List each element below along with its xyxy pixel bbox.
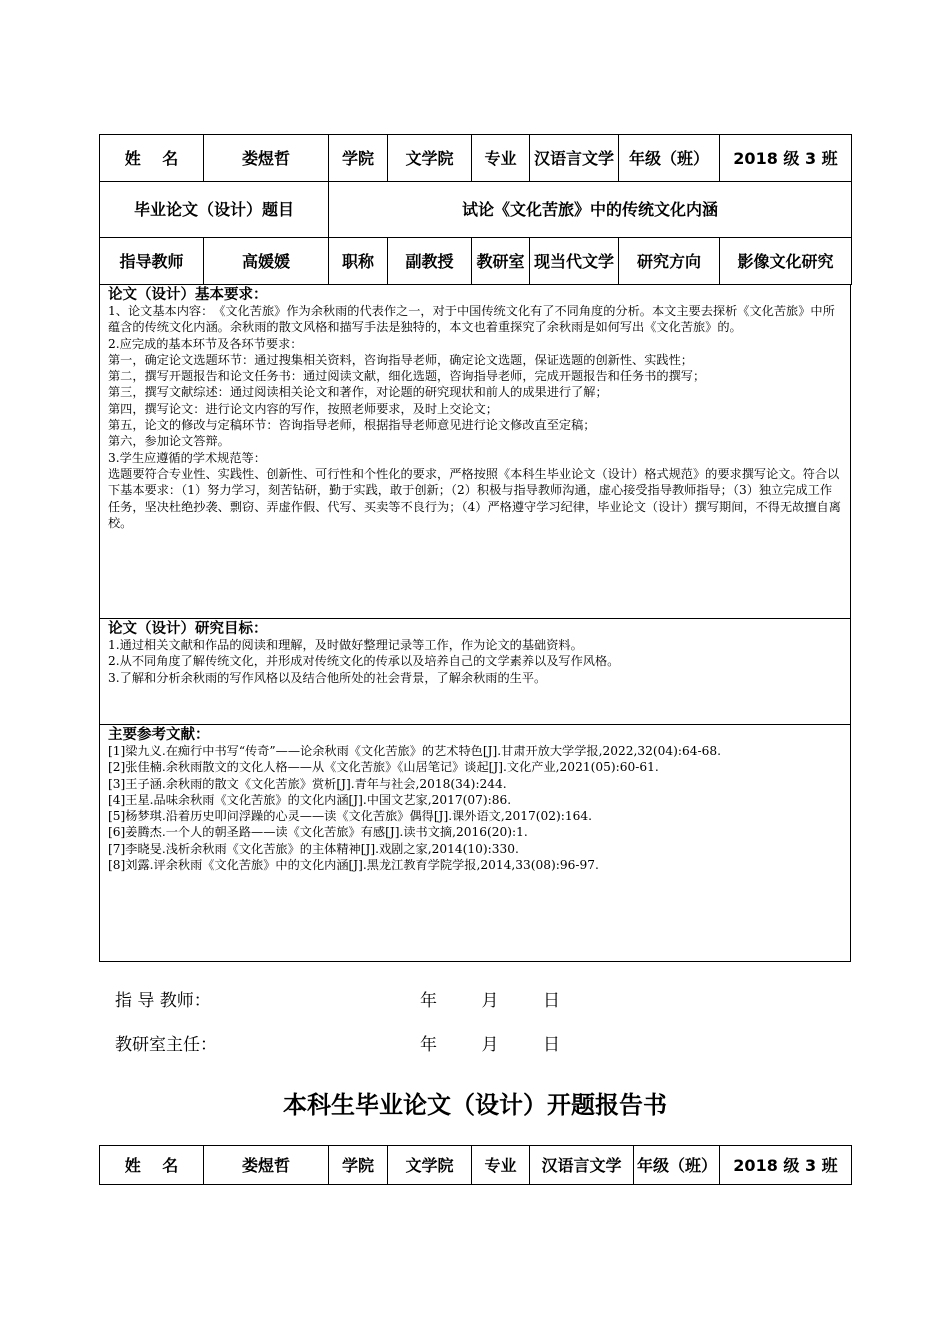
requirements-line: 第六，参加论文答辩。 — [108, 434, 230, 449]
student-row — [100, 135, 852, 182]
name-label: 姓 名 — [100, 135, 204, 182]
college-label: 学院 — [329, 1146, 388, 1185]
grade-value: 2018 级 3 班 — [720, 135, 852, 182]
month-label: 月 — [481, 991, 499, 1011]
goals-section — [99, 619, 851, 725]
topic-value: 试论《文化苦旅》中的传统文化内涵 — [329, 182, 852, 238]
second-info-table — [99, 1145, 852, 1185]
grade-label: 年级（班） — [619, 135, 720, 182]
advisor-label: 指导教师 — [100, 238, 204, 285]
goals-line: 2.从不同角度了解传统文化，并形成对传统文化的传承以及培养自己的文学素养以及写作风格。 — [108, 654, 620, 669]
major-value: 汉语言文学 — [530, 135, 619, 182]
requirements-line: 第五，论文的修改与定稿环节：咨询指导老师，根据指导老师意见进行论文修改直至定稿； — [108, 418, 596, 433]
day-label: 日 — [543, 991, 560, 1011]
name-value: 娄煜哲 — [204, 135, 329, 182]
requirements-line: 3.学生应遵循的学术规范等： — [108, 450, 266, 465]
advisor-signature-line — [115, 986, 560, 1011]
requirements-line: 选题要符合专业性、实践性、创新性、可行性和个性化的要求，严格按照《本科生毕业论文（设计）格式规范》的要求撰写论文。符合以下基本要求：（1）努力学习，刻苦钻研，勤于实践，敢于创新；（2）积极与指导教师沟通，虚心接受指导教师指导；（3）独立完成工作任务，坚决杜绝抄袭、剽窃、弄虚作假、代写、买卖等不良行为；（4）严格遵守学习纪律，毕业论文（设计）撰写期间，不得无故擅自离校。 — [108, 466, 841, 530]
requirements-section — [99, 285, 851, 619]
requirements-title: 论文（设计）基本要求： — [108, 287, 268, 303]
requirements-line: 第二，撰写开题报告和论文任务书：通过阅读文献，细化选题，咨询指导老师，完成开题报告和任务书的撰写； — [108, 369, 706, 384]
references-title: 主要参考文献： — [108, 727, 210, 743]
reference-item: [4]王星.品味余秋雨《文化苦旅》的文化内涵[J].中国文艺家,2017(07):86. — [108, 792, 512, 807]
reference-item: [1]梁九义.在痴行中书写“传奇”——论余秋雨《文化苦旅》的艺术特色[J].甘肃开放大学学报,2022,32(04):64-68. — [108, 744, 722, 758]
advisor-value: 高媛媛 — [204, 238, 329, 285]
requirements-line: 2.应完成的基本环节及各环节要求： — [108, 336, 303, 351]
college-value: 文学院 — [388, 1146, 472, 1185]
name-label: 姓 名 — [100, 1146, 204, 1185]
college-label: 学院 — [329, 135, 388, 182]
director-date — [420, 1030, 560, 1055]
goals-line: 3.了解和分析余秋雨的写作风格以及结合他所处的社会背景，了解余秋雨的生平。 — [108, 670, 547, 685]
office-value: 现当代文学 — [530, 238, 619, 285]
major-label: 专业 — [472, 135, 530, 182]
major-label: 专业 — [472, 1146, 530, 1185]
reference-item: [2]张佳楠.余秋雨散文的文化人格——从《文化苦旅》《山居笔记》谈起[J].文化产业,2021(05):60-61. — [108, 760, 659, 775]
advisor-signature-label: 指 导 教师： — [115, 991, 211, 1011]
reference-item: [6]姜腾杰.一个人的朝圣路——读《文化苦旅》有感[J].读书文摘,2016(20):1. — [108, 825, 528, 840]
year-label: 年 — [420, 1035, 437, 1055]
director-signature-line — [115, 1030, 560, 1055]
year-label: 年 — [420, 991, 437, 1011]
info-table — [99, 134, 852, 285]
topic-label: 毕业论文（设计）题目 — [100, 182, 329, 238]
reference-item: [5]杨梦琪.沿着历史叩问浮躁的心灵——读《文化苦旅》偶得[J].课外语文,2017(02):164. — [108, 809, 592, 824]
reference-item: [3]王子涵.余秋雨的散文《文化苦旅》赏析[J].青年与社会,2018(34):244. — [108, 776, 507, 791]
college-value: 文学院 — [388, 135, 472, 182]
second-student-row — [100, 1146, 852, 1185]
director-signature-label: 教研室主任： — [115, 1035, 217, 1055]
requirements-line: 第三，撰写文献综述：通过阅读相关论文和著作，对论题的研究现状和前人的成果进行了解； — [108, 385, 608, 400]
title-value: 副教授 — [388, 238, 472, 285]
title-label: 职称 — [329, 238, 388, 285]
goals-title: 论文（设计）研究目标： — [108, 621, 268, 637]
goals-line: 1.通过相关文献和作品的阅读和理解，及时做好整理记录等工作，作为论文的基础资料。 — [108, 638, 583, 652]
direction-label: 研究方向 — [619, 238, 720, 285]
report-title: 本科生毕业论文（设计）开题报告书 — [283, 1091, 667, 1119]
name-value: 娄煜哲 — [204, 1146, 329, 1185]
reference-item: [8]刘露.评余秋雨《文化苦旅》中的文化内涵[J].黑龙江教育学院学报,2014,33(08):96-97. — [108, 858, 599, 873]
references-section — [99, 725, 851, 962]
requirements-line: 第一，确定论文选题环节：通过搜集相关资料，咨询指导老师，确定论文选题，保证选题的创新性、实践性； — [108, 352, 693, 367]
month-label: 月 — [481, 1035, 499, 1055]
direction-value: 影像文化研究 — [720, 238, 852, 285]
advisor-row — [100, 238, 852, 285]
grade-value: 2018 级 3 班 — [720, 1146, 852, 1185]
grade-label: 年级（班） — [634, 1146, 720, 1185]
reference-item: [7]李晓旻.浅析余秋雨《文化苦旅》的主体精神[J].戏剧之家,2014(10):330. — [108, 841, 519, 856]
office-label: 教研室 — [472, 238, 530, 285]
major-value: 汉语言文学 — [530, 1146, 634, 1185]
topic-row — [100, 182, 852, 238]
day-label: 日 — [543, 1035, 560, 1055]
requirements-line: 第四，撰写论文：进行论文内容的写作，按照老师要求，及时上交论文； — [108, 401, 498, 416]
advisor-date — [420, 986, 560, 1011]
requirements-line: 1、论文基本内容： 《文化苦旅》作为余秋雨的代表作之一，对于中国传统文化有了不同角度的分析。本文主要去探析《文化苦旅》中所蕴含的传统文化内涵。余秋雨的散文风格和描写手法是独特的，本文也着重探究了余秋雨是如何写出《文化苦旅》的。 — [108, 304, 835, 335]
